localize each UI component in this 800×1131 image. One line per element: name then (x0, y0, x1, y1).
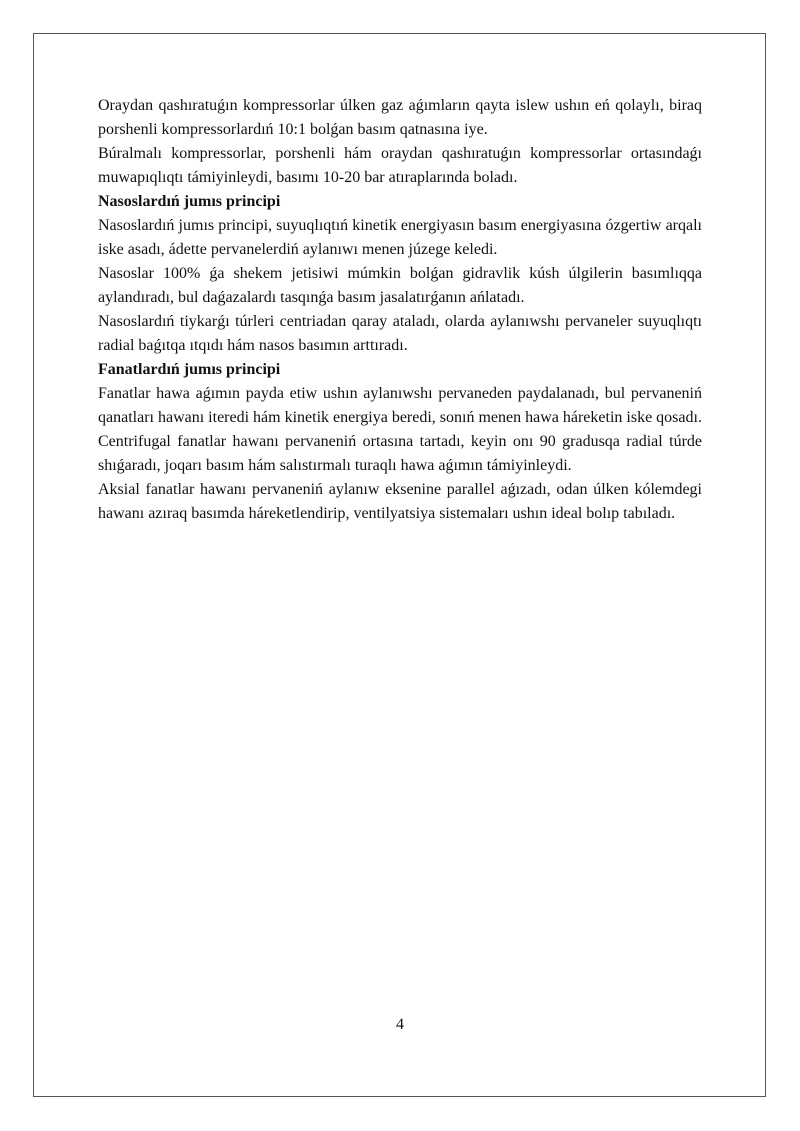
paragraph-centrifugal-fans: Centrifugal fanatlar hawanı pervaneniń ortasına tartadı, keyin onı 90 gradusqa radial túrde shıǵaradı, joqarı basım hám salıstırmalı turaqlı hawa aǵımın támiyinleydi. (98, 433, 702, 474)
paragraph-screw-compressors: Búralmalı kompressorlar, porshenli hám oraydan qashıratuǵın kompressorlar ortasındaǵı muwapıqlıqtı támiyinleydi, basımı 10-20 bar atıraplarında boladı. (98, 145, 702, 186)
paragraph-fans-principle: Fanatlar hawa aǵımın payda etiw ushın aylanıwshı pervaneden paydalanadı, bul pervaneniń qanatları hawanı iteredi hám kinetik energiya beredi, sonıń menen hawa háreketin iske qosadı. (98, 385, 702, 426)
paragraph-pumps-types: Nasoslardıń tiykarǵı túrleri centriadan qaray ataladı, olarda aylanıwshı pervaneler suyuqlıqtı radial baǵıtqa ıtqıdı hám nasos basımın arttıradı. (98, 313, 702, 354)
paragraph-pumps-hydraulic: Nasoslar 100% ǵa shekem jetisiwi múmkin bolǵan gidravlik kúsh úlgilerin basımlıqqa aylandıradı, bul daǵazalardı tasqınǵa basım jasalatırǵanın ańlatadı. (98, 265, 702, 306)
paragraph-pumps-principle: Nasoslardıń jumıs principi, suyuqlıqtıń kinetik energiyasın basım energiyasına ózgertiw arqalı iske asadı, ádette pervanelerdiń aylanıwı menen júzege keledi. (98, 217, 702, 258)
paragraph-centrifugal-compressors: Oraydan qashıratuǵın kompressorlar úlken gaz aǵımların qayta islew ushın eń qolaylı, biraq porshenli kompressorlardıń 10:1 bolǵan basım qatnasına iye. (98, 97, 702, 138)
heading-fans-principle: Fanatlardıń jumıs principi (98, 361, 281, 378)
paragraph-axial-fans: Aksial fanatlar hawanı pervaneniń aylanıw eksenine parallel aǵızadı, odan úlken kólemdegi hawanı azıraq basımda háreketlendirip, ventilyatsiya sistemaları ushın ideal bolıp tabıladı. (98, 481, 702, 522)
page-number: 4 (396, 1016, 404, 1033)
heading-pumps-principle: Nasoslardıń jumıs principi (98, 193, 281, 210)
page-content (98, 94, 702, 526)
